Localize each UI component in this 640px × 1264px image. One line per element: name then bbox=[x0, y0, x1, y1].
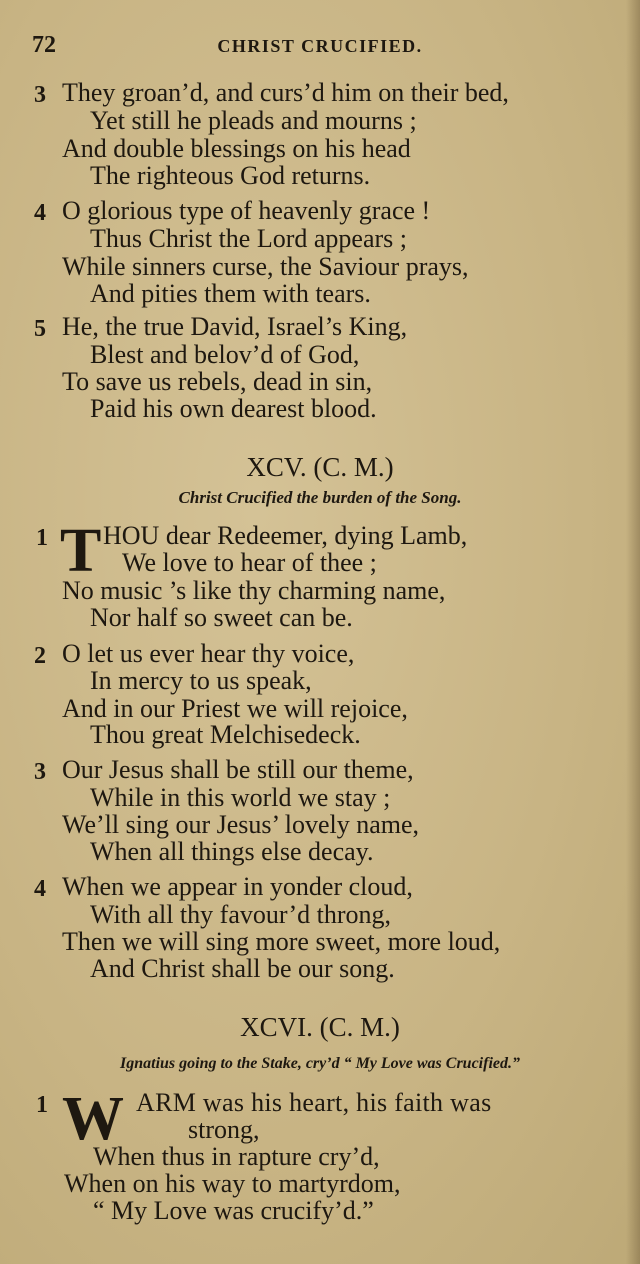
verse-line: When on his way to martyrdom, bbox=[64, 1169, 401, 1198]
verse-line: HOU dear Redeemer, dying Lamb, bbox=[103, 521, 468, 550]
drop-cap: T bbox=[60, 517, 102, 585]
stanza-number: 1 bbox=[36, 1092, 48, 1118]
verse-line: And Christ shall be our song. bbox=[90, 954, 395, 983]
verse-line: And double blessings on his head bbox=[62, 134, 411, 163]
verse-line: Blest and belov’d of God, bbox=[90, 340, 360, 369]
verse-line: “ My Love was crucify’d.” bbox=[93, 1196, 374, 1225]
stanza-number: 2 bbox=[34, 643, 46, 669]
stanza-number: 4 bbox=[34, 876, 46, 902]
verse-line: Our Jesus shall be still our theme, bbox=[62, 755, 414, 784]
stanza-number: 3 bbox=[34, 82, 46, 108]
verse-line: When all things else decay. bbox=[90, 837, 374, 866]
verse-line: Paid his own dearest blood. bbox=[90, 394, 377, 423]
verse-line: While sinners curse, the Saviour prays, bbox=[62, 252, 469, 281]
verse-line: When thus in rapture cry’d, bbox=[93, 1142, 380, 1171]
verse-line: Thou great Melchisedeck. bbox=[90, 720, 361, 749]
hymn-title: XCVI. (C. M.) bbox=[240, 1012, 400, 1042]
verse-line: They groan’d, and curs’d him on their bed, bbox=[62, 78, 509, 107]
running-header bbox=[0, 32, 640, 62]
verse-line: We love to hear of thee ; bbox=[122, 548, 377, 577]
hymn-subtitle: Christ Crucified the burden of the Song. bbox=[178, 488, 462, 507]
hymn-subtitle: Ignatius going to the Stake, cry’d “ My Love was Crucified.” bbox=[120, 1055, 520, 1072]
verse-line: And pities them with tears. bbox=[90, 279, 371, 308]
verse-line: No music ’s like thy charming name, bbox=[62, 576, 446, 605]
verse-line: Nor half so sweet can be. bbox=[90, 603, 353, 632]
page-number: 72 bbox=[32, 32, 56, 58]
verse-line: And in our Priest we will rejoice, bbox=[62, 694, 408, 723]
verse-line: strong, bbox=[188, 1115, 260, 1144]
stanza-number: 1 bbox=[36, 525, 48, 551]
verse-line: He, the true David, Israel’s King, bbox=[62, 312, 408, 341]
verse-line: The righteous God returns. bbox=[90, 161, 371, 190]
verse-line: O glorious type of heavenly grace ! bbox=[62, 196, 431, 225]
verse-line: In mercy to us speak, bbox=[90, 666, 312, 695]
verse-line: Thus Christ the Lord appears ; bbox=[90, 224, 407, 253]
running-title: CHRIST CRUCIFIED. bbox=[217, 36, 423, 56]
verse-line: We’ll sing our Jesus’ lovely name, bbox=[62, 810, 420, 839]
page-edge-shadow bbox=[626, 0, 640, 1264]
verse-line: O let us ever hear thy voice, bbox=[62, 639, 355, 668]
verse-line: With all thy favour’d throng, bbox=[90, 900, 392, 929]
hymn-title: XCV. (C. M.) bbox=[246, 452, 394, 482]
stanza-number: 5 bbox=[34, 316, 46, 342]
verse-line: When we appear in yonder cloud, bbox=[62, 872, 413, 901]
stanza-number: 3 bbox=[34, 759, 46, 785]
stanza-number: 4 bbox=[34, 200, 46, 226]
verse-line: ARM was his heart, his faith was bbox=[136, 1088, 492, 1117]
verse-line: Then we will sing more sweet, more loud, bbox=[62, 927, 501, 956]
verse-line: While in this world we stay ; bbox=[90, 783, 391, 812]
drop-cap: W bbox=[62, 1085, 124, 1153]
verse-line: To save us rebels, dead in sin, bbox=[62, 367, 373, 396]
verse-line: Yet still he pleads and mourns ; bbox=[90, 106, 417, 135]
